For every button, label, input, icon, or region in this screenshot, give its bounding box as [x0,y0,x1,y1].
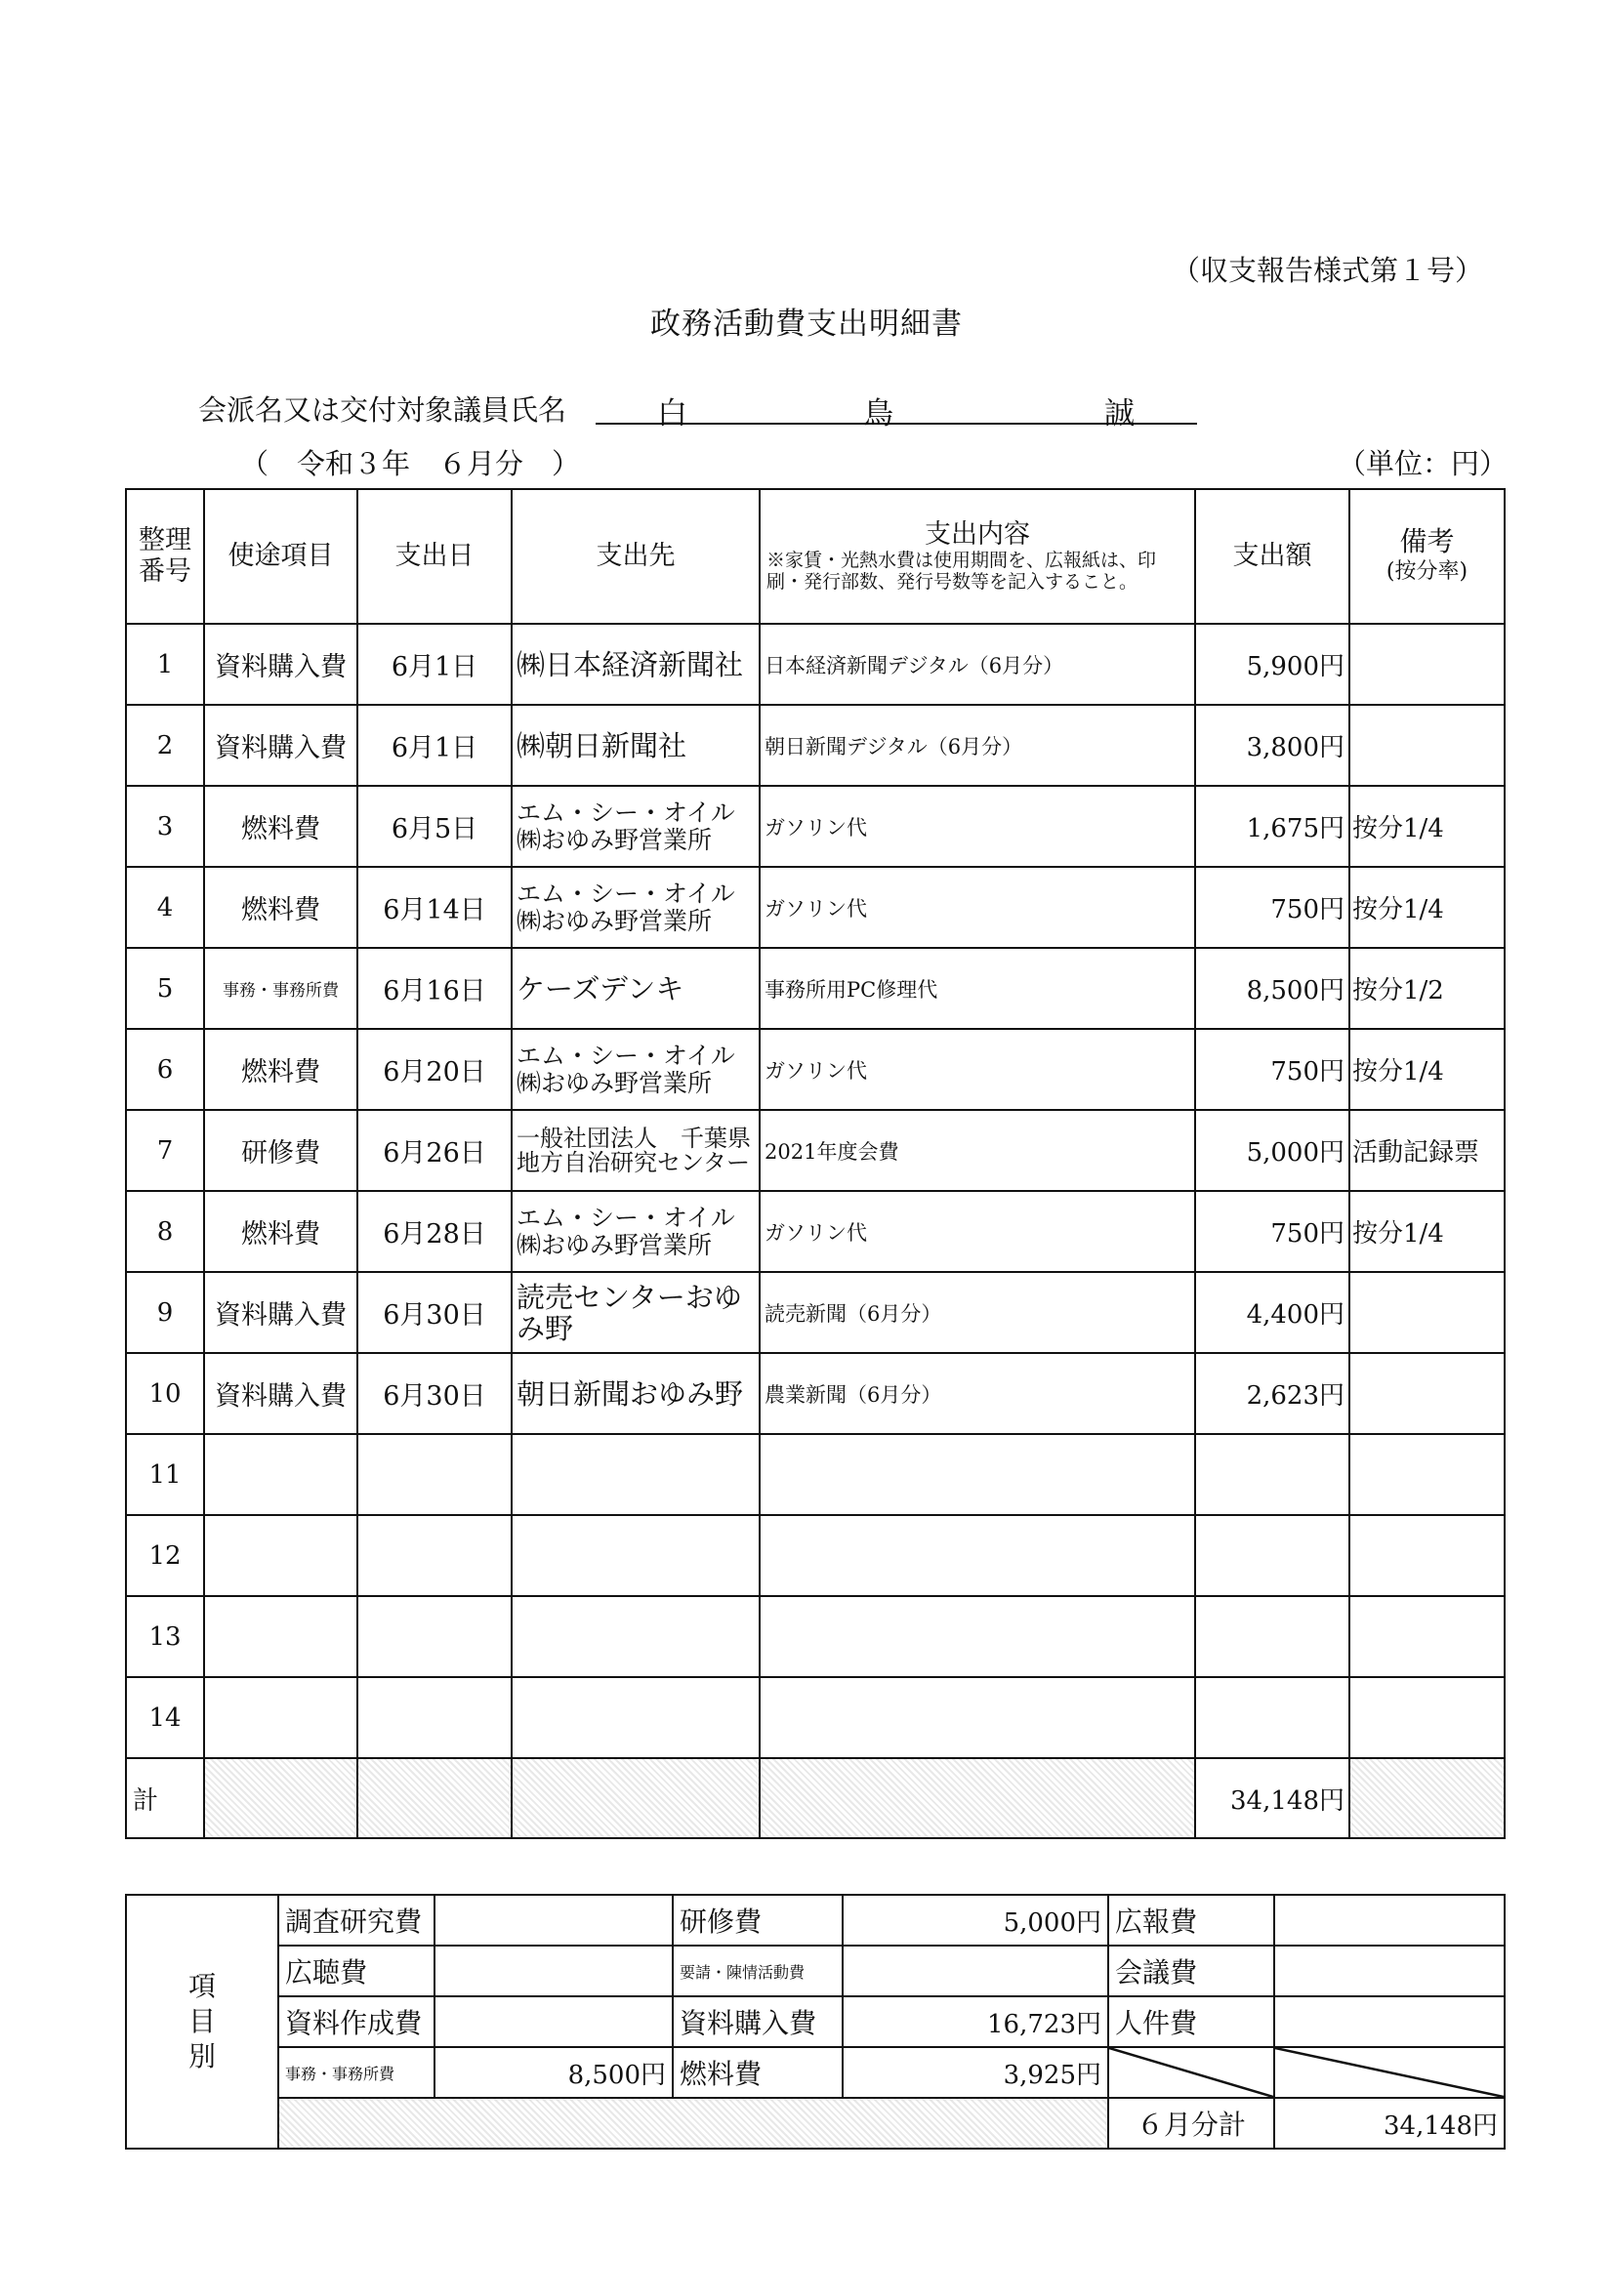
total-row [126,1758,1505,1838]
summary-amount-shiryo-konyu: 16,723円 [843,1996,1108,2047]
row-remarks [1349,1434,1505,1515]
row-category: 資料購入費 [204,1272,357,1353]
row-date: 6月28日 [357,1191,512,1272]
header-content-note: ※家賃・光熱水費は使用期間を、広報紙は、印刷・発行部数、発行号数等を記入すること。 [766,550,1157,593]
summary-side-label [126,1895,278,2149]
row-no: 7 [126,1110,204,1191]
header-remarks-sub: (按分率) [1386,558,1468,584]
table-row [126,1515,1505,1596]
table-row [126,705,1505,786]
row-payee [512,1434,760,1515]
row-content: ガソリン代 [760,1029,1195,1110]
row-amount: 3,800円 [1195,705,1349,786]
row-content: 朝日新聞デジタル（6月分） [760,705,1195,786]
row-no: 5 [126,948,204,1029]
row-date: 6月26日 [357,1110,512,1191]
row-amount: 750円 [1195,867,1349,948]
row-content: 日本経済新聞デジタル（6月分） [760,624,1195,705]
row-date [357,1515,512,1596]
row-date: 6月1日 [357,705,512,786]
row-no: 14 [126,1677,204,1758]
row-payee: エム・シー・オイル㈱おゆみ野営業所 [512,786,760,867]
row-content [760,1434,1195,1515]
row-content: 2021年度会費 [760,1110,1195,1191]
row-content [760,1677,1195,1758]
row-date: 6月16日 [357,948,512,1029]
row-category: 燃料費 [204,786,357,867]
row-content: 読売新聞（6月分） [760,1272,1195,1353]
row-category: 燃料費 [204,867,357,948]
month-total-label: ６月分計 [1108,2098,1274,2149]
summary-label-jimusho: 事務・事務所費 [278,2047,434,2098]
summary-label-yosei: 要請・陳情活動費 [673,1946,843,1996]
row-remarks [1349,1596,1505,1677]
row-remarks [1349,1353,1505,1434]
summary-amount-jinken [1274,1996,1505,2047]
row-payee [512,1515,760,1596]
header-no: 整理番号 [126,489,204,624]
summary-amount-nenryo: 3,925円 [843,2047,1108,2098]
table-row [126,786,1505,867]
row-remarks [1349,705,1505,786]
summary-amount-yosei [843,1946,1108,1996]
row-no: 3 [126,786,204,867]
header-payee: 支出先 [512,489,760,624]
summary-label-shiryo-konyu: 資料購入費 [673,1996,843,2047]
table-row [126,948,1505,1029]
row-remarks [1349,1272,1505,1353]
summary-amount-jimusho: 8,500円 [434,2047,673,2098]
form-number: （収支報告様式第１号） [1172,254,1484,287]
row-payee: 朝日新聞おゆみ野 [512,1353,760,1434]
header-remarks [1349,489,1505,624]
summary-empty-slash-cell [1108,2047,1274,2098]
header-category: 使途項目 [204,489,357,624]
row-date: 6月5日 [357,786,512,867]
row-date: 6月30日 [357,1353,512,1434]
row-category: 研修費 [204,1110,357,1191]
summary-row [126,1996,1505,2047]
total-blank-cell [357,1758,512,1838]
row-no: 10 [126,1353,204,1434]
summary-amount-shiryo-sakusei [434,1996,673,2047]
member-name-label: 会派名又は交付対象議員氏名 [198,393,567,427]
row-remarks: 按分1/4 [1349,1191,1505,1272]
summary-label-nenryo: 燃料費 [673,2047,843,2098]
row-amount [1195,1434,1349,1515]
row-category: 燃料費 [204,1029,357,1110]
header-content [760,489,1195,624]
row-no: 4 [126,867,204,948]
row-category: 資料購入費 [204,624,357,705]
row-no: 6 [126,1029,204,1110]
table-row [126,1272,1505,1353]
row-amount: 8,500円 [1195,948,1349,1029]
row-remarks: 按分1/2 [1349,948,1505,1029]
row-payee [512,1677,760,1758]
summary-amount-chosa [434,1895,673,1946]
row-no: 9 [126,1272,204,1353]
summary-amount-kaigi [1274,1946,1505,1996]
table-row [126,1029,1505,1110]
summary-side-label-text: 項目別 [187,1970,216,2072]
row-date [357,1596,512,1677]
row-payee [512,1596,760,1677]
row-payee: ケーズデンキ [512,948,760,1029]
header-content-title: 支出内容 [925,519,1030,550]
table-row [126,1677,1505,1758]
summary-row [126,1895,1505,1946]
total-blank-cell [760,1758,1195,1838]
total-blank-cell [204,1758,357,1838]
summary-empty-slash-cell [1274,2047,1505,2098]
header-amount: 支出額 [1195,489,1349,624]
header-date: 支出日 [357,489,512,624]
row-category [204,1515,357,1596]
document-title: 政務活動費支出明細書 [650,307,963,342]
row-amount: 750円 [1195,1029,1349,1110]
row-payee: ㈱日本経済新聞社 [512,624,760,705]
row-category [204,1434,357,1515]
summary-total-blank [278,2098,1108,2149]
summary-amount-koho [1274,1895,1505,1946]
category-summary-table [125,1894,1506,2150]
table-row [126,1191,1505,1272]
row-payee: 読売センターおゆみ野 [512,1272,760,1353]
summary-label-jinken: 人件費 [1108,1996,1274,2047]
table-row [126,1596,1505,1677]
row-date: 6月1日 [357,624,512,705]
row-category [204,1677,357,1758]
row-date: 6月30日 [357,1272,512,1353]
total-label: 計 [126,1758,204,1838]
row-date: 6月14日 [357,867,512,948]
row-amount [1195,1677,1349,1758]
row-payee: エム・シー・オイル㈱おゆみ野営業所 [512,1191,760,1272]
row-content: ガソリン代 [760,1191,1195,1272]
row-amount: 1,675円 [1195,786,1349,867]
row-content: ガソリン代 [760,786,1195,867]
row-amount: 5,900円 [1195,624,1349,705]
total-blank-cell [512,1758,760,1838]
summary-row [126,2047,1505,2098]
row-content: ガソリン代 [760,867,1195,948]
table-row [126,867,1505,948]
summary-total-row [126,2098,1505,2149]
table-row [126,624,1505,705]
unit-label: （単位：円） [1338,447,1509,480]
summary-label-koho: 広報費 [1108,1895,1274,1946]
row-content: 事務所用PC修理代 [760,948,1195,1029]
summary-amount-kensyu: 5,000円 [843,1895,1108,1946]
summary-label-kaigi: 会議費 [1108,1946,1274,1996]
row-no: 11 [126,1434,204,1515]
row-date [357,1677,512,1758]
row-content [760,1515,1195,1596]
row-remarks [1349,1677,1505,1758]
row-category [204,1596,357,1677]
row-no: 13 [126,1596,204,1677]
header-remarks-label: 備考 [1399,524,1455,557]
row-category: 燃料費 [204,1191,357,1272]
row-remarks: 活動記録票 [1349,1110,1505,1191]
total-amount: 34,148円 [1195,1758,1349,1838]
row-remarks [1349,1515,1505,1596]
period: （ 令和３年 ６月分 ） [240,447,581,480]
summary-label-shiryo-sakusei: 資料作成費 [278,1996,434,2047]
expense-detail-table [125,488,1506,1839]
summary-row [126,1946,1505,1996]
row-remarks: 按分1/4 [1349,786,1505,867]
member-name-char-2: 鳥 [863,396,893,431]
table-header-row [126,489,1505,624]
row-no: 12 [126,1515,204,1596]
row-amount: 2,623円 [1195,1353,1349,1434]
row-category: 資料購入費 [204,705,357,786]
row-payee: 一般社団法人 千葉県地方自治研究センター [512,1110,760,1191]
row-amount: 750円 [1195,1191,1349,1272]
row-remarks: 按分1/4 [1349,867,1505,948]
summary-label-kocho: 広聴費 [278,1946,434,1996]
summary-label-kensyu: 研修費 [673,1895,843,1946]
table-row [126,1434,1505,1515]
row-no: 1 [126,624,204,705]
row-remarks [1349,624,1505,705]
row-amount [1195,1596,1349,1677]
row-amount: 5,000円 [1195,1110,1349,1191]
summary-amount-kocho [434,1946,673,1996]
row-date [357,1434,512,1515]
row-payee: ㈱朝日新聞社 [512,705,760,786]
row-no: 8 [126,1191,204,1272]
member-name-char-1: 白 [657,396,687,431]
row-payee: エム・シー・オイル㈱おゆみ野営業所 [512,867,760,948]
member-name-char-3: 誠 [1104,396,1135,431]
row-date: 6月20日 [357,1029,512,1110]
row-no: 2 [126,705,204,786]
row-payee: エム・シー・オイル㈱おゆみ野営業所 [512,1029,760,1110]
row-category: 資料購入費 [204,1353,357,1434]
table-row [126,1353,1505,1434]
row-remarks: 按分1/4 [1349,1029,1505,1110]
table-row [126,1110,1505,1191]
month-total-amount: 34,148円 [1274,2098,1505,2149]
row-amount [1195,1515,1349,1596]
row-amount: 4,400円 [1195,1272,1349,1353]
row-category: 事務・事務所費 [204,948,357,1029]
summary-label-chosa: 調査研究費 [278,1895,434,1946]
row-content: 農業新聞（6月分） [760,1353,1195,1434]
row-content [760,1596,1195,1677]
total-blank-cell [1349,1758,1505,1838]
